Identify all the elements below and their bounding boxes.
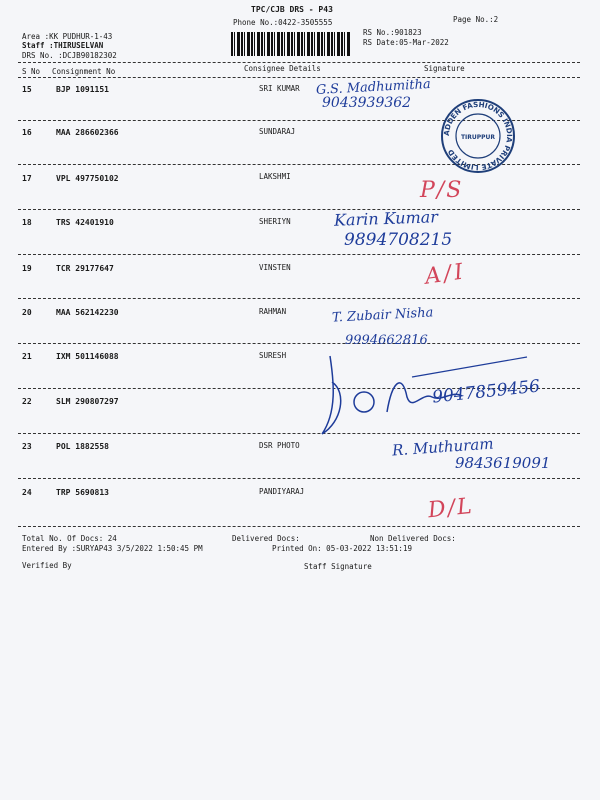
row-sno: 15 <box>22 85 32 94</box>
handwritten-mark: D/L <box>426 493 475 524</box>
col-sno: S No <box>22 67 41 76</box>
row-sno: 24 <box>22 488 32 497</box>
stamp-text-path: ADDEN FASHIONS INDIA PRIVATE LIMITED <box>441 99 515 173</box>
row-consignee: RAHMAN <box>259 307 287 316</box>
total-docs: Total No. Of Docs: 24 <box>22 534 117 543</box>
row-consignment: TRS 42401910 <box>56 218 114 227</box>
col-consignment: Consignment No <box>52 67 116 76</box>
entered-by: Entered By :SURYAP43 3/5/2022 1:50:45 PM <box>22 544 203 553</box>
row-consignment: MAA 286602366 <box>56 128 119 137</box>
divider <box>18 343 580 344</box>
document-title: TPC/CJB DRS - P43 <box>251 5 333 14</box>
divider <box>18 298 580 299</box>
row-sno: 16 <box>22 128 32 137</box>
delivered-docs: Delivered Docs: <box>232 534 300 543</box>
row-consignment: POL 1882558 <box>56 442 109 451</box>
row-consignment: TCR 29177647 <box>56 264 114 273</box>
handwritten-phone: 9994662816 <box>345 333 428 348</box>
staff-signature: Staff Signature <box>304 562 372 571</box>
row-sno: 23 <box>22 442 32 451</box>
row-consignment: MAA 562142230 <box>56 308 119 317</box>
divider <box>18 77 580 78</box>
page-number: Page No.:2 <box>453 15 499 24</box>
row-consignment: TRP 5690813 <box>56 488 109 497</box>
handwritten-signature: Karin Kumar <box>333 207 439 230</box>
rs-number: RS No.:901823 <box>363 28 422 37</box>
row-consignee: LAKSHMI <box>259 172 291 181</box>
handwritten-phone: 9047859456 <box>431 376 541 408</box>
divider <box>18 478 580 479</box>
row-sno: 17 <box>22 174 32 183</box>
handwritten-signature: T. Zubair Nisha <box>331 305 434 326</box>
company-stamp <box>440 98 516 174</box>
drs-number: DRS No. :DCJB90182302 <box>22 51 117 60</box>
staff-label: Staff :THIRUSELVAN <box>22 41 104 50</box>
verified-by: Verified By <box>22 561 72 570</box>
handwritten-phone: 9894708215 <box>344 230 453 250</box>
handwritten-mark: P/S <box>420 178 464 203</box>
row-sno: 22 <box>22 397 32 406</box>
rs-date: RS Date:05-Mar-2022 <box>363 38 449 47</box>
row-sno: 20 <box>22 308 32 317</box>
divider <box>18 62 580 63</box>
area-label: Area :KK PUDHUR-1-43 <box>22 32 113 41</box>
phone-number: Phone No.:0422-3505555 <box>233 18 333 27</box>
row-sno: 21 <box>22 352 32 361</box>
row-consignment: IXM 501146088 <box>56 352 119 361</box>
barcode <box>231 32 351 56</box>
divider <box>18 526 580 527</box>
row-sno: 19 <box>22 264 32 273</box>
row-consignment: SLM 290807297 <box>56 397 119 406</box>
handwritten-phone: 9043939362 <box>322 95 412 111</box>
row-consignee: SUNDARAJ <box>259 127 296 136</box>
row-consignee: SHERIYN <box>259 217 291 226</box>
row-consignee: PANDIYARAJ <box>259 487 305 496</box>
row-consignee: VINSTEN <box>259 263 291 272</box>
col-signature: Signature <box>424 64 465 73</box>
handwritten-mark: A/I <box>423 259 468 290</box>
row-sno: 18 <box>22 218 32 227</box>
stamp-city: TIRUPPUR <box>460 134 496 141</box>
row-consignment: VPL 497750102 <box>56 174 119 183</box>
handwritten-signature: G.S. Madhumitha <box>315 77 432 98</box>
row-consignee: SURESH <box>259 351 287 360</box>
row-consignment: BJP 1091151 <box>56 85 109 94</box>
col-consignee: Consignee Details <box>244 64 321 73</box>
row-consignee: SRI KUMAR <box>259 84 300 93</box>
non-delivered-docs: Non Delivered Docs: <box>370 534 456 543</box>
printed-on: Printed On: 05-03-2022 13:51:19 <box>272 544 412 553</box>
handwritten-signature: R. Muthuram <box>391 434 495 460</box>
divider <box>18 209 580 210</box>
row-consignee: DSR PHOTO <box>259 441 300 450</box>
divider <box>18 254 580 255</box>
handwritten-phone: 9843619091 <box>455 454 551 472</box>
